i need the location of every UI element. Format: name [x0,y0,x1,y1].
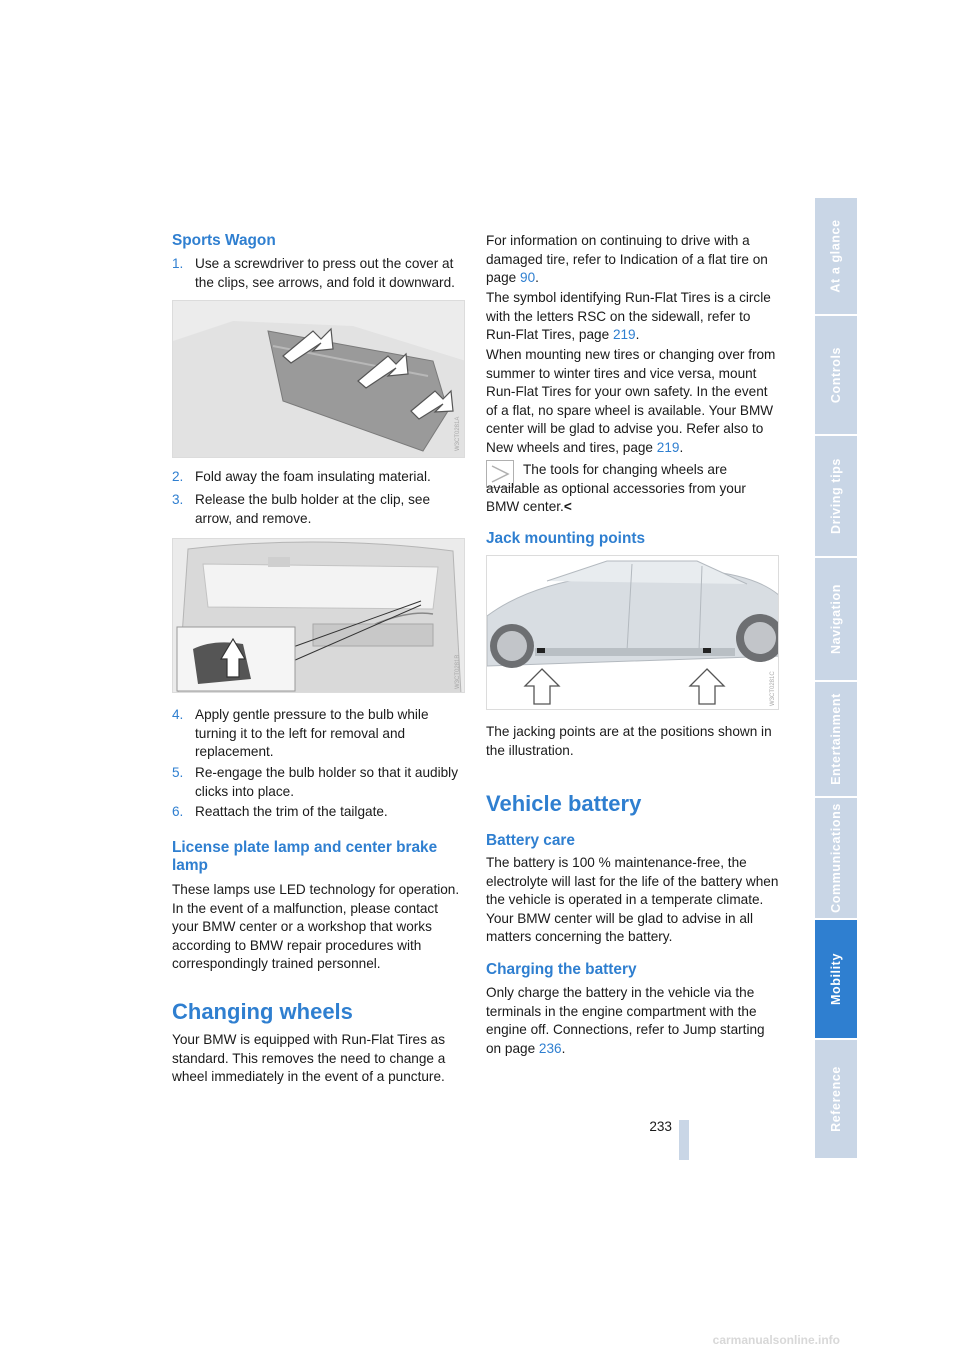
rsc-text: The symbol identifying Run-Flat Tires is a circle with the letters RSC on the sidewall, refer to Run-Flat Tires, page [486,290,771,343]
footer-watermark: carmanualsonline.info [712,1333,840,1347]
step-6 [172,803,468,822]
step-text: Reattach the trim of the tailgate. [195,804,388,819]
side-tab-reference[interactable] [815,1040,857,1160]
flat-tire-text: For information on continuing to drive with a damaged tire, refer to Indication of a flat tire on page [486,233,768,286]
side-tab-label: At a glance [829,219,844,293]
step-text: Release the bulb holder at the clip, see arrow, and remove. [195,492,431,526]
step-text: Fold away the foam insulating material. [195,469,431,484]
step-number: 1. [172,256,184,271]
side-tab-label: Communications [829,803,843,913]
svg-text:W3CT0281C: W3CT0281C [770,671,776,706]
step-number: 6. [172,804,184,819]
step-text: Use a screwdriver to press out the cover at the clips, see arrows, and fold it downward. [195,256,455,290]
charging-text: Only charge the battery in the vehicle via the terminals in the engine compartment with the engine off. Connections, refer to Jump starting on page [486,985,765,1056]
heading-sports-wagon: Sports Wagon [172,232,276,249]
svg-text:W3CT0281B: W3CT0281B [455,654,461,689]
bulb-holder-figure [172,538,465,693]
side-tab-label: Reference [829,1066,844,1132]
side-tab-at-a-glance[interactable] [815,198,857,316]
license-lamp-text: These lamps use LED technology for operation. In the event of a malfunction, please contact your BMW center or a workshop that works according to BMW repair procedures with correspondingly trained personnel. [172,882,460,972]
side-tab-label: Controls [829,346,843,404]
mounting-paragraph: When mounting new tires or changing over from summer to winter tires and vice versa, mount Run-Flat Tires for your own safety. In the event of a flat, no spare wheel is available. Your BMW center will be glad to advise you. Refer also to New wheels and tires, page 219. [486,347,776,455]
step-text: Re-engage the bulb holder so that it audibly clicks into place. [195,765,458,799]
rsc-paragraph: The symbol identifying Run-Flat Tires is a circle with the letters RSC on the sidewall, refer to Run-Flat Tires, page 219. [486,290,771,343]
side-tab-entertainment[interactable] [815,682,857,798]
step-text: Apply gentle pressure to the bulb while turning it to the left for removal and replacement. [195,707,429,760]
charging-paragraph: Only charge the battery in the vehicle via the terminals in the engine compartment with the engine off. Connections, refer to Jump starting on page 236. [486,985,765,1056]
jack-points-figure [486,555,779,710]
side-tab-controls[interactable] [815,316,857,436]
side-tab-mobility[interactable] [815,920,857,1040]
bulb-holder-illustration [173,539,465,693]
step-number: 4. [172,707,184,722]
page-number-bar [679,1120,689,1160]
side-tab-label: Entertainment [829,693,843,785]
side-tab-navigation[interactable] [815,558,857,682]
step-number: 2. [172,469,184,484]
tailgate-cover-illustration [173,301,465,458]
battery-care-text: The battery is 100 % maintenance-free, the electrolyte will last for the life of the battery when the vehicle is operated in a temperate climate. Your BMW center will be glad to advise in all matters concerning the battery. [486,855,779,945]
flat-tire-paragraph: For information on continuing to drive with a damaged tire, refer to Indication of a flat tire on page 90. [486,233,768,286]
changing-wheels-text: Your BMW is equipped with Run-Flat Tires as standard. This removes the need to change a wheel immediately in the event of a puncture. [172,1032,446,1085]
chapter-side-nav [815,198,857,1160]
heading-charging-battery: Charging the battery [486,961,637,978]
note-text: The tools for changing wheels are available as optional accessories from your BMW center. [486,462,746,515]
jack-points-illustration [487,556,779,710]
side-tab-driving-tips[interactable] [815,436,857,558]
step-number: 5. [172,765,184,780]
heading-license-plate-lamp: License plate lamp and center brake lamp [172,839,438,874]
page-link-219-mounting[interactable]: 219 [656,439,680,455]
page-link-90[interactable]: 90 [520,270,536,286]
heading-battery-care: Battery care [486,832,575,849]
page-link-219-rsc[interactable]: 219 [612,327,636,343]
tailgate-cover-figure [172,300,465,458]
step-number: 3. [172,492,184,507]
step-5 [172,764,468,801]
mounting-text: When mounting new tires or changing over from summer to winter tires and vice versa, mount Run-Flat Tires for your own safety. In the event of a flat, no spare wheel is available. Your BMW center will be glad to advise you. Refer also to New wheels and tires, page [486,347,776,455]
side-tab-label: Navigation [829,584,843,654]
jack-text: The jacking points are at the positions shown in the illustration. [486,724,772,758]
step-4 [172,706,468,762]
step-3 [172,491,468,528]
step-2 [172,468,468,487]
page-link-236[interactable]: 236 [538,1040,562,1056]
page-number: 233 [649,1119,672,1134]
heading-vehicle-battery: Vehicle battery [486,791,642,816]
side-tab-communications[interactable] [815,798,857,920]
note-end-mark: < [563,499,572,515]
heading-jack-mounting-points: Jack mounting points [486,530,646,547]
note-paragraph [486,461,782,517]
heading-changing-wheels: Changing wheels [172,999,353,1024]
side-tab-label: Mobility [829,952,843,1006]
side-tab-label: Driving tips [829,458,843,534]
step-1 [172,255,468,292]
svg-text:W3CT0281A: W3CT0281A [455,416,461,451]
